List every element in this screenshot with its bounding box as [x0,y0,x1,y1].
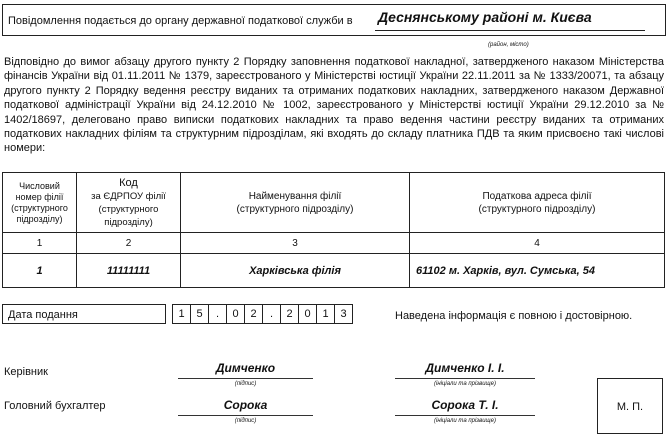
date-digit: 3 [334,304,353,324]
header-code-title: Код [119,176,138,189]
director-signature: Димченко [215,361,276,375]
header-branch-name [181,173,410,233]
header-branch-number: Числовий номер філії (структурного підрозділу) [3,173,77,233]
authority-label: Повідомлення подається до органу державної податкової служби в [8,15,353,27]
column-number: 1 [3,233,77,254]
branch-code: 11111111 [77,254,181,288]
date-digit: 0 [298,304,317,324]
branch-address: 61102 м. Харків, вул. Сумська, 54 [410,254,665,288]
column-number-row [3,233,665,254]
director-name-hint: (ініціали та прізвище) [434,381,496,387]
header-code-sub: за ЄДРПОУ філії (структурного підрозділу) [91,190,166,228]
date-digit: . [262,304,281,324]
header-edrpou-code [77,173,181,233]
accountant-name-line [395,415,535,416]
date-digit: 5 [190,304,209,324]
accuracy-statement: Наведена інформація є повною і достовірною. [395,310,633,322]
date-label: Дата подання [8,309,78,321]
header-address-title: Податкова адреса філії [482,190,592,202]
date-digit: 2 [244,304,263,324]
date-digit: 1 [172,304,191,324]
legal-paragraph: Відповідно до вимог абзацу другого пункту 2 Порядку заповнення податкової накладної, затвердженого наказом Міністерства фінансів України від 01.11.2011 № 1379, зареєстрованого у Міністерстві юстиції України 22.11.2011 за № 1333/20071, та абзацу другого пункту 2 Порядку ведення реєстру виданих та отриманих податкових накладних, затвердженого наказом Державної податкової адміністрації України від 24.12.2010 № 1002, зареєстрованого у Міністерстві юстиції України 29.12.2010 за № 1402/18697, делеговано право виписки податкових накладних та право ведення частини реєстру виданих та отриманих податкових накладних філіям та структурним підрозділам, які входять до складу платника ПДВ та яким присвоєно такі числові номери: [4,56,664,155]
column-number: 4 [410,233,665,254]
authority-name: Деснянському районі м. Києва [378,9,592,25]
director-role: Керівник [4,366,48,378]
accountant-name: Сорока Т. І. [431,398,499,412]
header-name-title: Найменування філії [248,190,342,202]
date-digit: 2 [280,304,299,324]
date-digit: . [208,304,227,324]
stamp-label: М. П. [616,401,644,413]
date-digit: 0 [226,304,245,324]
date-digit: 1 [316,304,335,324]
column-number: 3 [181,233,410,254]
director-name-line [395,378,535,379]
authority-hint: (район, місто) [488,42,529,48]
authority-underline [375,30,645,31]
branches-table [2,172,665,288]
accountant-role: Головний бухгалтер [4,400,106,412]
table-header-row [3,173,665,233]
header-address-sub: (структурного підрозділу) [478,203,596,215]
header-branch-address [410,173,665,233]
director-name: Димченко І. І. [425,361,505,375]
director-signature-hint: (підпис) [234,381,257,387]
table-row [3,254,665,288]
director-signature-line [178,378,313,379]
column-number: 2 [77,233,181,254]
accountant-signature: Сорока [223,398,268,412]
branch-number: 1 [3,254,77,288]
header-name-sub: (структурного підрозділу) [236,203,354,215]
branch-name: Харківська філія [181,254,410,288]
accountant-signature-hint: (підпис) [234,418,257,424]
accountant-name-hint: (ініціали та прізвище) [434,418,496,424]
accountant-signature-line [178,415,313,416]
